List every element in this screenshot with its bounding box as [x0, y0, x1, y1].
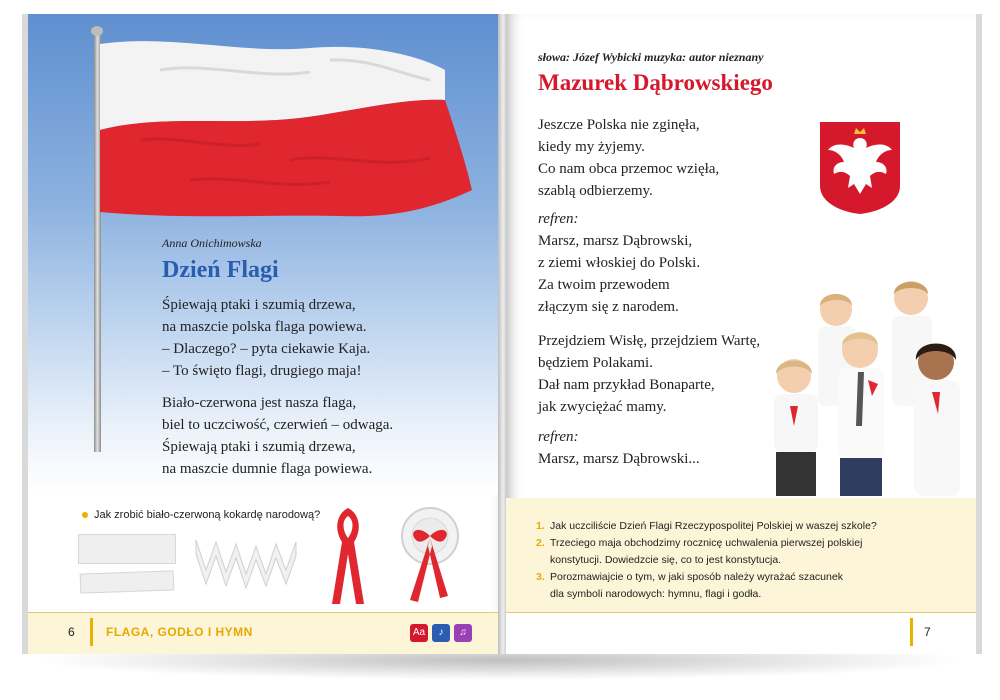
anthem-line: jak zwyciężać mamy.: [538, 399, 667, 415]
poem-line: – Dlaczego? – pyta ciekawie Kaja.: [162, 341, 371, 357]
anthem-line: Jeszcze Polska nie zginęła,: [538, 117, 700, 133]
left-page: [22, 14, 506, 654]
reading-icon: Aa: [410, 624, 428, 642]
question-number: 2.: [536, 537, 545, 549]
anthem-line: złączym się z narodem.: [538, 299, 679, 315]
flagpole-cap: [91, 26, 103, 36]
anthem-line: Co nam obca przemoc wzięła,: [538, 161, 720, 177]
poem-stanza-1: [162, 294, 370, 382]
page-number-left: 6: [68, 625, 75, 639]
song-icon: ♫: [454, 624, 472, 642]
poem-line: biel to uczciwość, czerwień – odwaga.: [162, 417, 394, 433]
question-item: [536, 535, 877, 569]
polish-flag-image: [100, 40, 480, 240]
poem-line: Śpiewają ptaki i szumią drzewa,: [162, 439, 356, 455]
anthem-line: Przejdziem Wisłę, przejdziem Wartę,: [538, 333, 761, 349]
anthem-line: z ziemi włoskiej do Polski.: [538, 255, 701, 271]
anthem-line: Za twoim przewodem: [538, 277, 670, 293]
anthem-line: Marsz, marsz Dąbrowski,: [538, 233, 693, 249]
section-title: FLAGA, GODŁO I HYMN: [106, 625, 253, 639]
polish-emblem-icon: [818, 120, 902, 216]
page-number-divider: [910, 618, 913, 646]
bullet-icon: [82, 512, 88, 518]
cockade-question: [82, 509, 320, 521]
question-number: 1.: [536, 520, 545, 532]
poem-author: Anna Onichimowska: [162, 236, 262, 250]
anthem-refrain: [538, 208, 700, 318]
poem-line: Śpiewają ptaki i szumią drzewa,: [162, 297, 356, 313]
poem-line: na maszcie polska flaga powiewa.: [162, 319, 367, 335]
page-number-right: 7: [924, 625, 931, 639]
page-number-divider: [90, 618, 93, 646]
anthem-verse-2: [538, 330, 760, 418]
poem-line: – To święto flagi, drugiego maja!: [162, 363, 362, 379]
music-icon: ♪: [432, 624, 450, 642]
right-page: [506, 14, 982, 654]
question-number: 3.: [536, 571, 545, 583]
anthem-line: Dał nam przykład Bonaparte,: [538, 377, 715, 393]
poem-line: Biało-czerwona jest nasza flaga,: [162, 395, 357, 411]
finished-cockade-image: [390, 506, 468, 606]
anthem-line: będziem Polakami.: [538, 355, 653, 371]
pleated-ribbon-image: [192, 530, 302, 590]
refrain-label: refren:: [538, 429, 579, 445]
question-text: Trzeciego maja obchodzimy rocznicę uchwalenia pierwszej polskiej: [550, 537, 863, 549]
open-book: [22, 14, 984, 664]
question-text: Porozmawiajcie o tym, w jaki sposób należy wyrażać szacunek: [550, 571, 843, 583]
children-singing-image: [756, 276, 971, 498]
poem-title: Dzień Flagi: [162, 257, 279, 283]
question-item: [536, 518, 877, 535]
question-text: dla symboli narodowych: hymnu, flagi i godła.: [550, 588, 762, 600]
anthem-line: kiedy my żyjemy.: [538, 139, 645, 155]
questions-list: [536, 518, 877, 603]
question-item: [536, 569, 877, 603]
question-text: konstytucji. Dowiedzcie się, co to jest konstytucja.: [550, 554, 782, 566]
anthem-credits: słowa: Józef Wybicki muzyka: autor nieznany: [538, 50, 764, 64]
right-footer: [506, 612, 976, 654]
ribbon-strip-image: [78, 534, 176, 564]
anthem-line: Marsz, marsz Dąbrowski...: [538, 451, 700, 467]
cockade-question-text: Jak zrobić biało-czerwoną kokardę narodową?: [94, 509, 321, 521]
red-ribbon-image: [328, 504, 368, 609]
anthem-line: szablą odbierzemy.: [538, 183, 653, 199]
poem-stanza-2: [162, 392, 393, 480]
anthem-refrain-short: [538, 426, 700, 470]
ribbon-strip-curved-image: [80, 570, 175, 593]
anthem-title: Mazurek Dąbrowskiego: [538, 70, 773, 95]
refrain-label: refren:: [538, 211, 579, 227]
anthem-verse-1: [538, 114, 719, 202]
question-text: Jak uczciliście Dzień Flagi Rzeczypospolitej Polskiej w waszej szkole?: [550, 520, 877, 532]
poem-line: na maszcie dumnie flaga powiewa.: [162, 461, 373, 477]
